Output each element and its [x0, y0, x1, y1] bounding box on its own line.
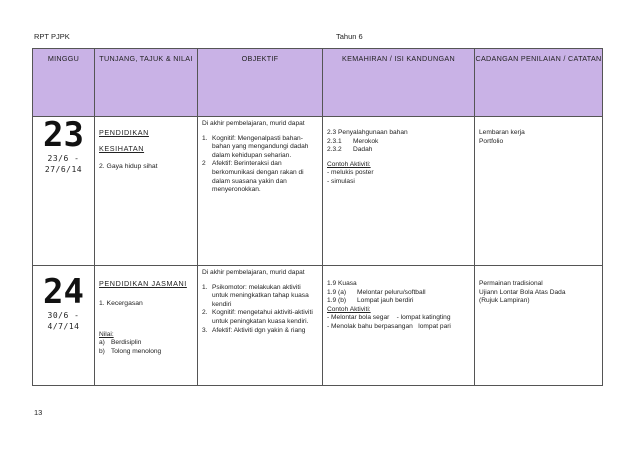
list-item: 1. Psikomotor: melakukan aktiviti untuk meningkatkan tahap kuasa kendiri	[202, 283, 309, 308]
value-label: Nilai:	[99, 330, 114, 338]
list-item: 2.3.2 Dadah	[327, 146, 373, 154]
page-number: 13	[34, 408, 43, 417]
column-header-tunjang: TUNJANG, TAJUK & NILAI	[95, 49, 198, 117]
topic-cell	[95, 266, 198, 386]
list-item: 1.9 (a) Melontar peluru/softball	[327, 288, 426, 296]
activity-item: - melukis poster	[327, 169, 374, 177]
objective-intro: Di akhir pembelajaran, murid dapat	[202, 120, 305, 127]
topic-cell	[95, 117, 198, 266]
topic-title: PENDIDIKAN KESIHATAN	[99, 128, 149, 153]
week-cell	[33, 266, 95, 386]
table-header-row	[33, 49, 603, 117]
column-header-objektif: OBJEKTIF	[198, 49, 323, 117]
week-date: 30/6 - 4/7/14	[47, 311, 80, 331]
list-item: 1.9 (b) Lompat jauh berdiri	[327, 297, 414, 305]
list-item: b) Tolong menolong	[99, 347, 162, 355]
activity-label: Contoh Aktiviti:	[327, 305, 371, 313]
activity-item: - Menolak bahu berpasangan lompat pari	[327, 322, 451, 330]
subtopic: 1. Kecergasan	[99, 300, 143, 307]
week-number: 23	[43, 115, 84, 155]
lesson-plan-table	[32, 48, 603, 386]
assessment-item: Portfolio	[479, 137, 504, 145]
assessment-item: Lembaran kerja	[479, 129, 525, 136]
skills-title: 1.9 Kuasa	[327, 280, 357, 287]
topic-title: PENDIDIKAN JASMANI	[99, 279, 187, 288]
activity-item: - Melontar bola segar - lompat katingting	[327, 314, 451, 322]
skills-title: 2.3 Penyalahgunaan bahan	[327, 129, 408, 136]
assessment-item: Permainan tradisional	[479, 280, 543, 287]
column-header-kemahiran: KEMAHIRAN / ISI KANDUNGAN	[323, 49, 475, 117]
list-item: 3. Afektif: Aktiviti dgn yakin & riang	[202, 326, 306, 334]
skills-cell	[323, 117, 475, 266]
objective-cell	[198, 117, 323, 266]
skills-cell	[323, 266, 475, 386]
assessment-item: Ujiann Lontar Bola Atas Dada	[479, 288, 566, 296]
document-header-right: Tahun 6	[336, 32, 363, 41]
objective-intro: Di akhir pembelajaran, murid dapat	[202, 269, 305, 276]
assessment-item: (Rujuk Lampiran)	[479, 297, 530, 305]
list-item: 2. Kognitif: mengetahui aktiviti-aktiviti untuk peningkatan kuasa kendiri.	[202, 309, 313, 325]
week-number: 24	[43, 272, 84, 312]
activity-label: Contoh Aktiviti:	[327, 160, 371, 168]
week-date: 23/6 - 27/6/14	[44, 154, 83, 174]
list-item: 1. Kognitif: Mengenalpasti bahan-bahan yang mengandungi dadah dalam kehidupan seharian.	[202, 134, 309, 159]
week-cell	[33, 117, 95, 266]
assessment-cell	[475, 266, 603, 386]
assessment-cell	[475, 117, 603, 266]
table-row	[33, 117, 603, 266]
list-item: 2.3.1 Merokok	[327, 137, 379, 145]
document-header-left: RPT PJPK	[34, 32, 70, 41]
column-header-minggu: MINGGU	[33, 49, 95, 117]
list-item: a) Berdisiplin	[99, 339, 142, 347]
table-row	[33, 266, 603, 386]
activity-item: - simulasi	[327, 177, 355, 185]
subtopic: 2. Gaya hidup sihat	[99, 163, 158, 170]
list-item: 2 Afektif: Berinteraksi dan berkomunikasi dengan rakan di dalam suasana yakin dan menyeronokkan.	[202, 160, 304, 194]
objective-cell	[198, 266, 323, 386]
column-header-cadangan: CADANGAN PENILAIAN / CATATAN	[475, 49, 603, 117]
